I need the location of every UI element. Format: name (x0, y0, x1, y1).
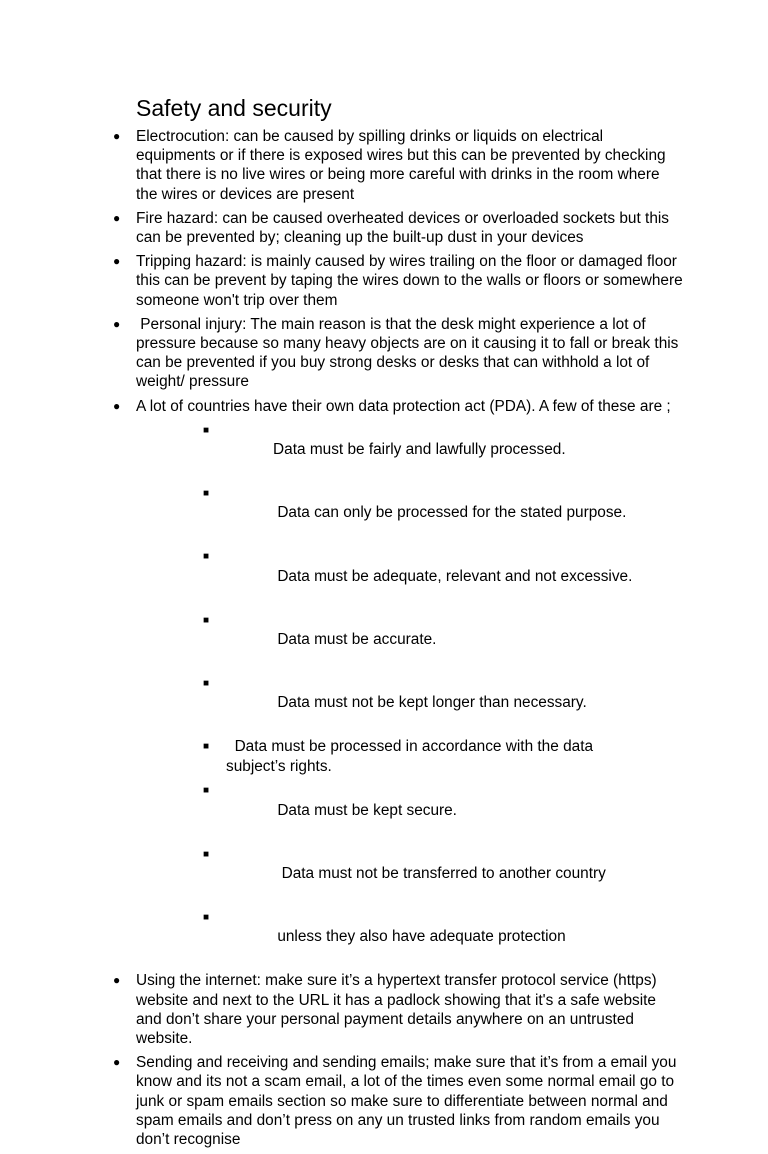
sublist-item (136, 737, 684, 775)
square-bullet-icon: ■ (203, 741, 210, 753)
square-bullet-icon: ■ (203, 551, 210, 563)
square-bullet-icon: ■ (203, 614, 210, 626)
bullet-icon: ● (113, 398, 121, 413)
data-protection-sublist (136, 421, 684, 966)
square-bullet-icon: ■ (203, 678, 210, 690)
sublist-item (136, 845, 684, 903)
bullet-icon: ● (113, 316, 121, 331)
list-item-text: Fire hazard: can be caused overheated devices or overloaded sockets but this can be prevented by; cleaning up the built-up dust in your devices (136, 209, 669, 247)
list-item-text: Electrocution: can be caused by spilling drinks or liquids on electrical equipments or if there is exposed wires but this can be prevented by checking that there is no live wires or being more careful with drinks in the room where the wires or devices are present (136, 128, 666, 203)
list-item-emails (113, 1053, 684, 1149)
sublist-item-text: Data must be adequate, relevant and not excessive. (268, 567, 633, 585)
list-item-using-internet (113, 971, 684, 1048)
list-item-data-protection (113, 397, 684, 966)
list-item-text: Sending and receiving and sending emails; make sure that it’s from a email you know and its not a scam email, a lot of the times even some normal email go to junk or spam emails section so make sure to differentiate between normal and spam emails and don’t press on any un trusted links from random emails you don’t recognise (136, 1054, 677, 1148)
sublist-item-text: Data must be accurate. (268, 630, 437, 648)
sublist-item-text: Data must be kept secure. (268, 801, 457, 819)
sublist-item (136, 547, 684, 605)
list-item-text: Using the internet: make sure it’s a hypertext transfer protocol service (https) website and next to the URL it has a padlock showing that it's a safe website and don’t share your personal payment details anywhere on an untrusted website. (136, 972, 657, 1047)
list-item-text: A lot of countries have their own data protection act (PDA). A few of these are ; (136, 397, 671, 415)
square-bullet-icon: ■ (203, 488, 210, 500)
sublist-item-text: Data must be processed in accordance with the data subject’s rights. (226, 738, 598, 775)
sublist-item (136, 674, 684, 732)
list-item-personal-injury (113, 315, 684, 392)
sublist-item-text: Data must not be kept longer than necessary. (268, 694, 587, 712)
sublist-item-text: Data must be fairly and lawfully processed. (268, 441, 566, 459)
sublist-item-text: unless they also have adequate protection (268, 928, 566, 946)
bullet-icon: ● (113, 210, 121, 225)
list-item-text: Personal injury: The main reason is that the desk might experience a lot of pressure because so many heavy objects are on it causing it to fall or break this can be prevented if you buy strong desks or desks that can withhold a lot of weight/ pressure (136, 315, 683, 391)
bullet-icon: ● (113, 1055, 121, 1070)
square-bullet-icon: ■ (203, 424, 210, 436)
square-bullet-icon: ■ (203, 912, 210, 924)
bullet-icon: ● (113, 973, 121, 988)
safety-list (113, 127, 684, 1154)
sublist-item (136, 421, 684, 479)
list-item-text: Tripping hazard: is mainly caused by wires trailing on the floor or damaged floor this can be prevent by taping the wires down to the walls or floors or somewhere someone won't trip over them (136, 253, 683, 309)
sublist-item-text: Data must not be transferred to another country (268, 864, 606, 882)
sublist-item-text: Data can only be processed for the stated purpose. (268, 504, 627, 522)
list-item-tripping-hazard (113, 252, 684, 310)
square-bullet-icon: ■ (203, 848, 210, 860)
square-bullet-icon: ■ (203, 785, 210, 797)
sublist-item (136, 908, 684, 966)
bullet-icon: ● (113, 129, 121, 143)
sublist-item (136, 484, 684, 542)
bullet-icon: ● (113, 254, 121, 269)
list-item-fire-hazard (113, 209, 684, 247)
sublist-item (136, 611, 684, 669)
sublist-item (136, 781, 684, 839)
document-title: Safety and security (136, 95, 332, 121)
list-item-electrocution (113, 127, 684, 204)
